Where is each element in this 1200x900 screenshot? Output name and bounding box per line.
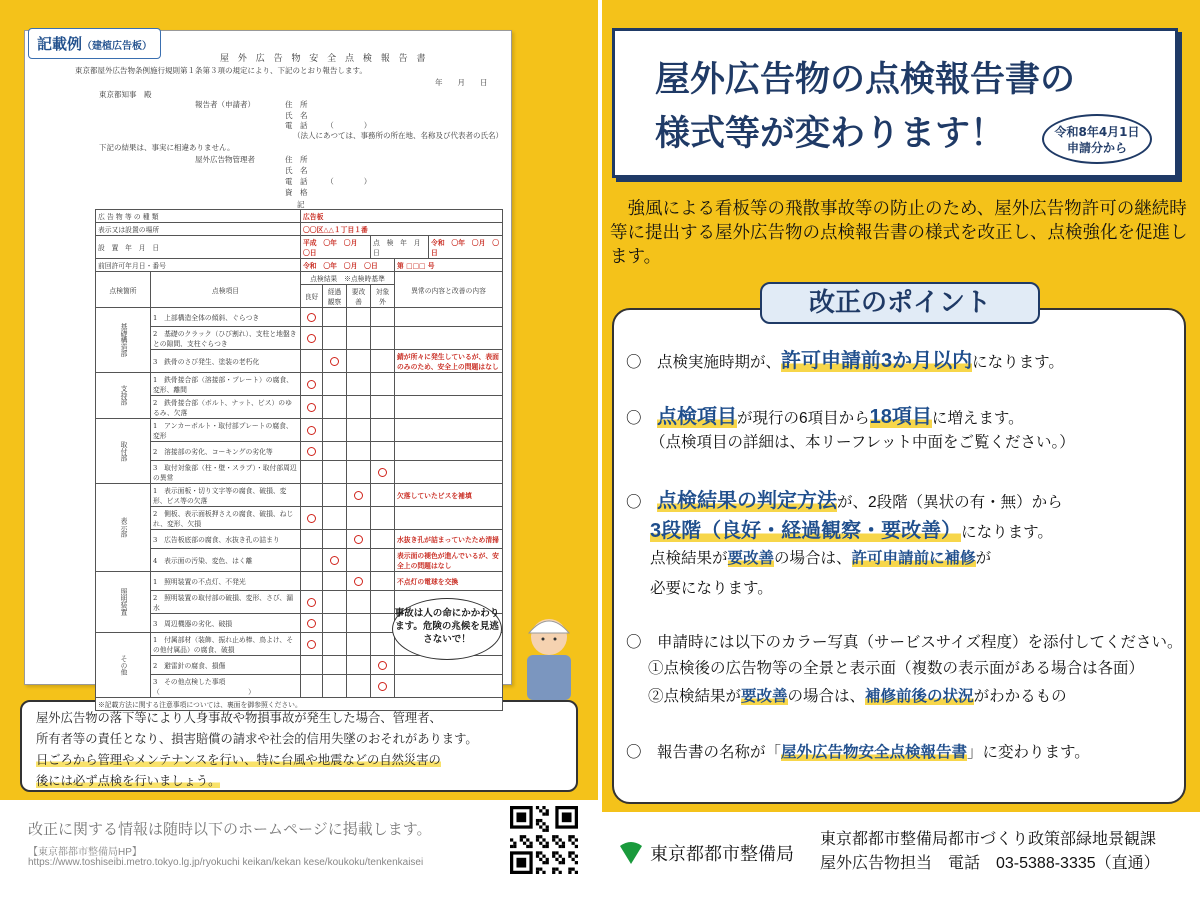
result-fix — [347, 461, 371, 484]
result-na — [371, 373, 395, 396]
item-text: 1 表示面板・切り文字等の腐食、破損、変形、ビス等の欠落 — [151, 484, 301, 507]
result-watch — [323, 308, 347, 327]
circle-mark-icon — [378, 468, 387, 477]
item-text: 2 避雷針の腐食、損傷 — [151, 656, 301, 675]
result-watch — [323, 484, 347, 507]
result-fix — [347, 442, 371, 461]
point-3-need: 必要になります。 — [650, 580, 773, 597]
inspection-row — [96, 461, 503, 484]
circle-mark-icon — [330, 556, 339, 565]
group-label: その他 — [96, 633, 151, 698]
circle-mark-icon — [307, 447, 316, 456]
result-watch — [323, 656, 347, 675]
example-tag: 記載例（建植広告板） — [28, 28, 161, 59]
result-fix — [347, 327, 371, 350]
circle-mark-icon — [330, 357, 339, 366]
inspect-date-value: 令和 〇年 〇月 〇日 — [429, 236, 503, 259]
form-tel: 電 話 （ ） — [285, 121, 372, 130]
footer-info-text: 改正に関する情報は随時以下のホームページに掲載します。 — [28, 821, 432, 838]
result-good — [301, 419, 323, 442]
result-na — [371, 442, 395, 461]
prev-permit-number: 第 □□□ 号 — [395, 259, 503, 272]
intro-text: 強風による看板等の飛散事故等の防止のため、屋外広告物許可の継続時等に提出する屋外広告物の点検報告書の様式を改正し、点検強化を促進します。 — [610, 198, 1188, 266]
result-na — [371, 675, 395, 698]
item-text: 1 付属部材（装飾、振れ止め棒、鳥よけ、その他付属品）の腐食、破損 — [151, 633, 301, 656]
detail-text — [395, 461, 503, 484]
contact-dept: 東京都都市整備局都市づくり政策部緑地景観課 — [820, 831, 1157, 848]
note-line-3: 日ごろから管理やメンテナンスを行い、特に台風や地震などの自然災害の — [36, 753, 441, 767]
inspection-row — [96, 442, 503, 461]
item-text: 2 照明装置の取付部の破損、変形、さび、漏水 — [151, 591, 301, 614]
result-fix — [347, 675, 371, 698]
points-title: 改正のポイント — [760, 282, 1040, 324]
inspection-row — [96, 484, 503, 507]
point-3: 〇 点検結果の判定方法が、2段階（異状の有・無）から — [626, 490, 1063, 512]
form-true-statement: 下記の結果は、事実に相違ありません。 — [99, 143, 235, 152]
circle-mark-icon — [354, 577, 363, 586]
inspection-row — [96, 572, 503, 591]
result-na — [371, 656, 395, 675]
result-na — [371, 507, 395, 530]
item-text: 2 溶接部の劣化、コーキングの劣化等 — [151, 442, 301, 461]
result-watch — [323, 327, 347, 350]
install-date-label: 設 置 年 月 日 — [96, 236, 301, 259]
result-na — [371, 419, 395, 442]
point-2: 〇 点検項目が現行の6項目から18項目に増えます。 — [626, 406, 1024, 428]
result-good — [301, 572, 323, 591]
form-reporter: 報告者（申請者） — [195, 100, 255, 109]
result-watch — [323, 572, 347, 591]
form-addr: 住 所 — [285, 100, 308, 109]
form-corp-note: （法人にあつては、事務所の所在地、名称及び代表者の氏名） — [293, 131, 503, 140]
contact-info — [820, 828, 1160, 876]
result-watch — [323, 419, 347, 442]
result-fix — [347, 308, 371, 327]
header-place: 点検箇所 — [96, 272, 151, 308]
result-good — [301, 461, 323, 484]
result-na — [371, 572, 395, 591]
result-fix — [347, 591, 371, 614]
form-date: 年 月 日 — [435, 78, 488, 87]
result-good — [301, 507, 323, 530]
circle-mark-icon — [307, 403, 316, 412]
item-text: 1 照明装置の不点灯、不発光 — [151, 572, 301, 591]
result-watch — [323, 549, 347, 572]
result-na — [371, 327, 395, 350]
headline: 屋外広告物の点検報告書の 様式等が変わります！ — [655, 60, 1076, 153]
qr-code-icon[interactable] — [510, 806, 578, 874]
point-4: 〇 申請時には以下のカラー写真（サービスサイズ程度）を添付してください。 — [626, 634, 1183, 651]
circle-mark-icon — [307, 334, 316, 343]
place-label: 表示又は設置の場所 — [96, 223, 301, 236]
result-good — [301, 308, 323, 327]
result-na — [371, 350, 395, 373]
result-na — [371, 308, 395, 327]
header-watch: 経過観察 — [323, 285, 347, 308]
note-line-1: 屋外広告物の落下等により人身事故や物損事故が発生した場合、管理者、 — [36, 711, 442, 725]
detail-text: 錆が所々に発生しているが、表面のみのため、安全上の問題はなし — [395, 350, 503, 373]
result-watch — [323, 461, 347, 484]
form-ki: 記 — [297, 200, 305, 209]
note-line-4: 後には必ず点検を行いましょう。 — [36, 774, 221, 788]
inspect-date-label: 点 検 年 月 日 — [371, 236, 429, 259]
inspection-row — [96, 549, 503, 572]
note-line-2: 所有者等の責任となり、損害賠償の請求や社会的信用失墜のおそれがあります。 — [36, 732, 478, 746]
form-manager-addr: 住 所 — [285, 155, 308, 164]
result-watch — [323, 373, 347, 396]
result-good — [301, 675, 323, 698]
circle-mark-icon — [378, 661, 387, 670]
form-regulation: 東京都屋外広告物条例施行規則第１条第３項の規定により、下記のとおり報告します。 — [75, 66, 367, 75]
point-3-levels: 3段階（良好・経過観察・要改善）になります。 — [650, 520, 1053, 542]
detail-text — [395, 308, 503, 327]
group-label: 取付部 — [96, 419, 151, 484]
contact-tel: 屋外広告物担当 電話 03-5388-3335（直通） — [820, 855, 1160, 872]
point-4-photo-1: ①点検後の広告物等の全景と表示面（複数の表示面がある場合は各面） — [648, 660, 1145, 677]
result-watch — [323, 442, 347, 461]
footer-site-name: 【東京都都市整備局HP】 — [28, 847, 142, 858]
org-logo-text: 東京都都市整備局 — [650, 844, 794, 864]
item-text: 3 その他点検した事項 （ ） — [151, 675, 301, 698]
circle-mark-icon — [307, 640, 316, 649]
result-fix — [347, 396, 371, 419]
form-manager-name: 氏 名 — [285, 166, 308, 175]
kind-value: 広告板 — [301, 210, 503, 223]
group-label: 基礎構造部 — [96, 308, 151, 373]
result-watch — [323, 614, 347, 633]
result-fix — [347, 572, 371, 591]
circle-mark-icon — [354, 535, 363, 544]
item-text: 2 側板、表示面板押さえの腐食、破損、ねじれ、変形、欠損 — [151, 507, 301, 530]
form-title: 屋 外 広 告 物 安 全 点 検 報 告 書 — [220, 54, 429, 64]
circle-mark-icon — [354, 491, 363, 500]
detail-text: 不点灯の電球を交換 — [395, 572, 503, 591]
inspection-row — [96, 373, 503, 396]
result-fix — [347, 614, 371, 633]
result-good — [301, 656, 323, 675]
inspection-row — [96, 675, 503, 698]
form-qualification: 資 格 — [285, 188, 308, 197]
circle-mark-icon — [307, 598, 316, 607]
detail-text — [395, 442, 503, 461]
place-value: 〇〇区△△１丁目１番 — [301, 223, 503, 236]
result-fix — [347, 633, 371, 656]
group-label: 表示部 — [96, 484, 151, 572]
form-addressee: 東京都知事 殿 — [99, 90, 152, 99]
header-good: 良好 — [301, 285, 323, 308]
footer-url[interactable]: https://www.toshiseibi.metro.tokyo.lg.jp/ryokuchi keikan/kekan kese/koukoku/tenkenkaisei — [28, 857, 424, 868]
result-fix — [347, 373, 371, 396]
item-text: 1 上部構造全体の傾斜、ぐらつき — [151, 308, 301, 327]
header-result: 点検結果 ※点検時基準 — [301, 272, 395, 285]
inspection-row — [96, 327, 503, 350]
item-text: 2 基礎のクラック（ひび割れ）、支柱と地盤きとの隙間、支柱ぐらつき — [151, 327, 301, 350]
circle-mark-icon — [307, 313, 316, 322]
result-fix — [347, 350, 371, 373]
detail-text — [395, 373, 503, 396]
result-good — [301, 530, 323, 549]
circle-mark-icon — [378, 682, 387, 691]
result-watch — [323, 507, 347, 530]
prev-permit-value: 令和 〇年 〇月 〇日 — [301, 259, 395, 272]
item-text: 3 鉄骨のさび発生、塗装の老朽化 — [151, 350, 301, 373]
result-good — [301, 327, 323, 350]
result-na — [371, 396, 395, 419]
point-4-photo-2: ②点検結果が要改善の場合は、補修前後の状況がわかるもの — [648, 688, 1067, 705]
result-fix — [347, 530, 371, 549]
result-na — [371, 484, 395, 507]
result-watch — [323, 633, 347, 656]
result-good — [301, 633, 323, 656]
result-na — [371, 461, 395, 484]
item-text: 4 表示面の汚染、変色、はく離 — [151, 549, 301, 572]
point-2-note: （点検項目の詳細は、本リーフレット中面をご覧ください。） — [650, 434, 1075, 451]
prev-permit-label: 前回許可年月日・番号 — [96, 259, 301, 272]
group-label: 支持部 — [96, 373, 151, 419]
circle-mark-icon — [307, 514, 316, 523]
result-watch — [323, 530, 347, 549]
form-manager: 屋外広告物管理者 — [195, 155, 255, 164]
detail-text — [395, 675, 503, 698]
result-good — [301, 549, 323, 572]
item-paren: （ ） — [153, 688, 255, 696]
form-footnote: ※記載方法に関する注意事項については、裏面を御参照ください。 — [96, 698, 503, 711]
header-item: 点検項目 — [151, 272, 301, 308]
result-good — [301, 373, 323, 396]
detail-text: 水抜き孔が詰まっていたため清掃 — [395, 530, 503, 549]
inspection-row — [96, 530, 503, 549]
detail-text — [395, 507, 503, 530]
warning-speech-bubble: 事故は人の命にかかわります。危険の兆候を見逃さないで！ — [392, 598, 502, 660]
result-fix — [347, 484, 371, 507]
inspection-row — [96, 507, 503, 530]
result-fix — [347, 656, 371, 675]
inspection-row — [96, 350, 503, 373]
group-label: 照明装置 — [96, 572, 151, 633]
item-text: 3 周辺機器の劣化、破損 — [151, 614, 301, 633]
install-date-value: 平成 〇年 〇月 〇日 — [301, 236, 371, 259]
form-manager-tel: 電 話 （ ） — [285, 177, 372, 186]
result-watch — [323, 675, 347, 698]
effective-date-badge: 令和8年4月1日 申請分から — [1042, 114, 1152, 164]
detail-text: 欠落していたビスを補填 — [395, 484, 503, 507]
detail-text — [395, 396, 503, 419]
result-good — [301, 484, 323, 507]
point-1: 〇 点検実施時期が、許可申請前3か月以内になります。 — [626, 350, 1064, 372]
result-na — [371, 633, 395, 656]
result-fix — [347, 419, 371, 442]
item-text: 3 取付対象部（柱・壁・スラブ）・取付部周辺の異常 — [151, 461, 301, 484]
result-watch — [323, 591, 347, 614]
item-text: 3 広告板底部の腐食、水抜き孔の詰まり — [151, 530, 301, 549]
kind-label: 広 告 物 等 の 種 類 — [96, 210, 301, 223]
form-name: 氏 名 — [285, 111, 308, 120]
header-fix: 要改善 — [347, 285, 371, 308]
detail-text — [395, 419, 503, 442]
result-watch — [323, 396, 347, 419]
item-text: 1 アンカーボルト・取付部プレートの腐食、変形 — [151, 419, 301, 442]
result-good — [301, 614, 323, 633]
result-na — [371, 591, 395, 614]
header-detail: 異常の内容と改善の内容 — [395, 272, 503, 308]
circle-mark-icon — [307, 380, 316, 389]
detail-text — [395, 327, 503, 350]
circle-mark-icon — [307, 619, 316, 628]
detail-text: 表示面の褪色が進んでいるが、安全上の問題はなし — [395, 549, 503, 572]
item-text: 1 鉄骨接合部（溶接部・プレート）の腐食、変形、離間 — [151, 373, 301, 396]
result-good — [301, 442, 323, 461]
org-logo — [618, 840, 794, 866]
result-na — [371, 549, 395, 572]
tokyo-ginkgo-logo-icon — [618, 840, 644, 866]
header-na: 対象外 — [371, 285, 395, 308]
point-3-fix: 点検結果が要改善の場合は、許可申請前に補修が — [650, 550, 992, 567]
inspection-row — [96, 419, 503, 442]
result-fix — [347, 549, 371, 572]
result-na — [371, 530, 395, 549]
point-5: 〇 報告書の名称が「屋外広告物安全点検報告書」に変わります。 — [626, 744, 1090, 761]
inspection-row — [96, 308, 503, 327]
caution-note-box — [20, 700, 578, 792]
circle-mark-icon — [307, 426, 316, 435]
result-good — [301, 396, 323, 419]
result-watch — [323, 350, 347, 373]
result-good — [301, 350, 323, 373]
item-text: 2 鉄骨接合部（ボルト、ナット、ビス）のゆるみ、欠落 — [151, 396, 301, 419]
result-fix — [347, 507, 371, 530]
result-good — [301, 591, 323, 614]
inspection-row — [96, 396, 503, 419]
worker-illustration-small — [515, 605, 583, 700]
result-na — [371, 614, 395, 633]
